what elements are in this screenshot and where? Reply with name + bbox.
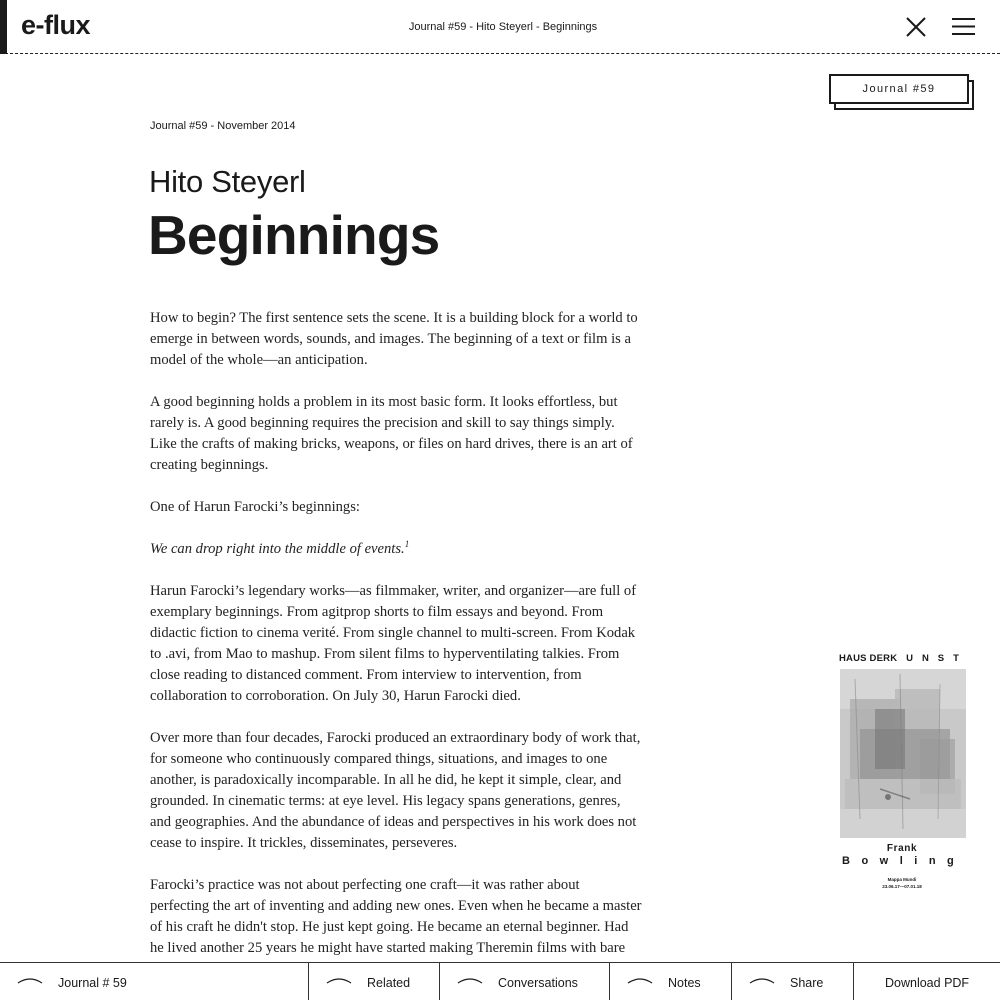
article-body: [150, 308, 642, 1000]
header-breadcrumb-title: Journal #59 - Hito Steyerl - Beginnings: [408, 21, 598, 33]
eflux-logo[interactable]: e-flux: [21, 10, 91, 40]
quote-paragraph: [150, 539, 642, 560]
footer-conversations-label: Conversations: [498, 976, 578, 990]
footer-share-tab[interactable]: [732, 963, 854, 1000]
footer-conversations-tab[interactable]: [440, 963, 610, 1000]
advertisement[interactable]: [838, 652, 970, 897]
ad-painting-image: [840, 669, 966, 838]
footer-journal-label: Journal # 59: [58, 976, 127, 990]
footer-download-pdf-label: Download PDF: [885, 976, 970, 990]
ad-artist-last-name: Bowling: [842, 855, 966, 867]
article-author[interactable]: Hito Steyerl: [149, 164, 306, 199]
chevron-up-icon: [457, 977, 483, 985]
paragraph: Over more than four decades, Farocki produced an extraordinary body of work that, for someone who continuously compared things, situations, and images to one another, is paradoxically incomparable. In all he did, he kept it simple, clear, and grounded. In cinematic terms: at eye level. His legacy spans generations, genres, and geographies. And the abundance of ideas and perspectives in his work does not cease to inspire. It trickles, disseminates, perseveres.: [150, 730, 641, 851]
article-title: Beginnings: [148, 204, 440, 266]
footer-related-tab[interactable]: [309, 963, 440, 1000]
bottom-toolbar: [0, 962, 1000, 1000]
ad-exhibition-dates: 23.06.17—07.01.18: [882, 884, 922, 889]
chevron-up-icon: [749, 977, 775, 985]
hamburger-menu-icon[interactable]: [952, 17, 975, 36]
journal-badge-label[interactable]: Journal #59: [829, 74, 969, 104]
ad-artist-first-name: Frank: [886, 843, 918, 854]
footer-journal-tab[interactable]: [0, 963, 309, 1000]
paragraph: A good beginning holds a problem in its most basic form. It looks effortless, but rarely is. A good beginning requires the precision and skill to say things simply. Like the crafts of making bricks, weapons, or files on hard drives, there is an art of creating beginnings.: [150, 394, 633, 473]
paragraph: One of Harun Farocki’s beginnings:: [150, 499, 360, 515]
paragraph: Farocki’s practice was not about perfecting one craft—it was rather about perfecting the art of inventing and adding new ones. Even when he became a master of his craft he didn't stop. He just kept going. He became an eternal beginner. Had he lived another 25 years he might have started making Theremin films with bare: [150, 877, 642, 956]
article-meta[interactable]: Journal #59 - November 2014: [150, 120, 296, 132]
footer-download-pdf-button[interactable]: [854, 963, 1000, 1000]
footer-share-label: Share: [790, 976, 824, 990]
ad-brand-b: KUNST: [890, 653, 968, 664]
top-header: [0, 0, 1000, 54]
close-icon[interactable]: [905, 16, 927, 38]
footer-notes-label: Notes: [668, 976, 701, 990]
paragraph: Harun Farocki’s legendary works—as filmmaker, writer, and organizer—are full of exemplary beginnings. From agitprop shorts to film essays and beyond. From didactic fiction to cinema verité. From single channel to multi-screen. From Kodak to .avi, from Mao to mashup. From silent films to hyperventilating talkies. From close reading to distanced comment. From interview to intervention, from collaboration to corroboration. On July 30, Harun Farocki died.: [150, 583, 637, 704]
chevron-up-icon: [17, 977, 43, 985]
footer-notes-tab[interactable]: [610, 963, 732, 1000]
quote-text: We can drop right into the middle of events.: [150, 541, 405, 557]
ad-brand: [839, 653, 969, 664]
footer-related-label: Related: [367, 976, 411, 990]
ad-brand-a: HAUS DER: [839, 653, 891, 664]
paragraph: How to begin? The first sentence sets the scene. It is a building block for a world to emerge in between words, sounds, and images. The beginning of a text or film is a model of the whole—an anticipation.: [150, 310, 638, 368]
chevron-up-icon: [627, 977, 653, 985]
journal-badge[interactable]: [829, 74, 975, 111]
ad-exhibition-title: Mappa Mundi: [887, 877, 917, 882]
footnote-marker[interactable]: 1: [404, 539, 410, 550]
chevron-up-icon: [326, 977, 352, 985]
